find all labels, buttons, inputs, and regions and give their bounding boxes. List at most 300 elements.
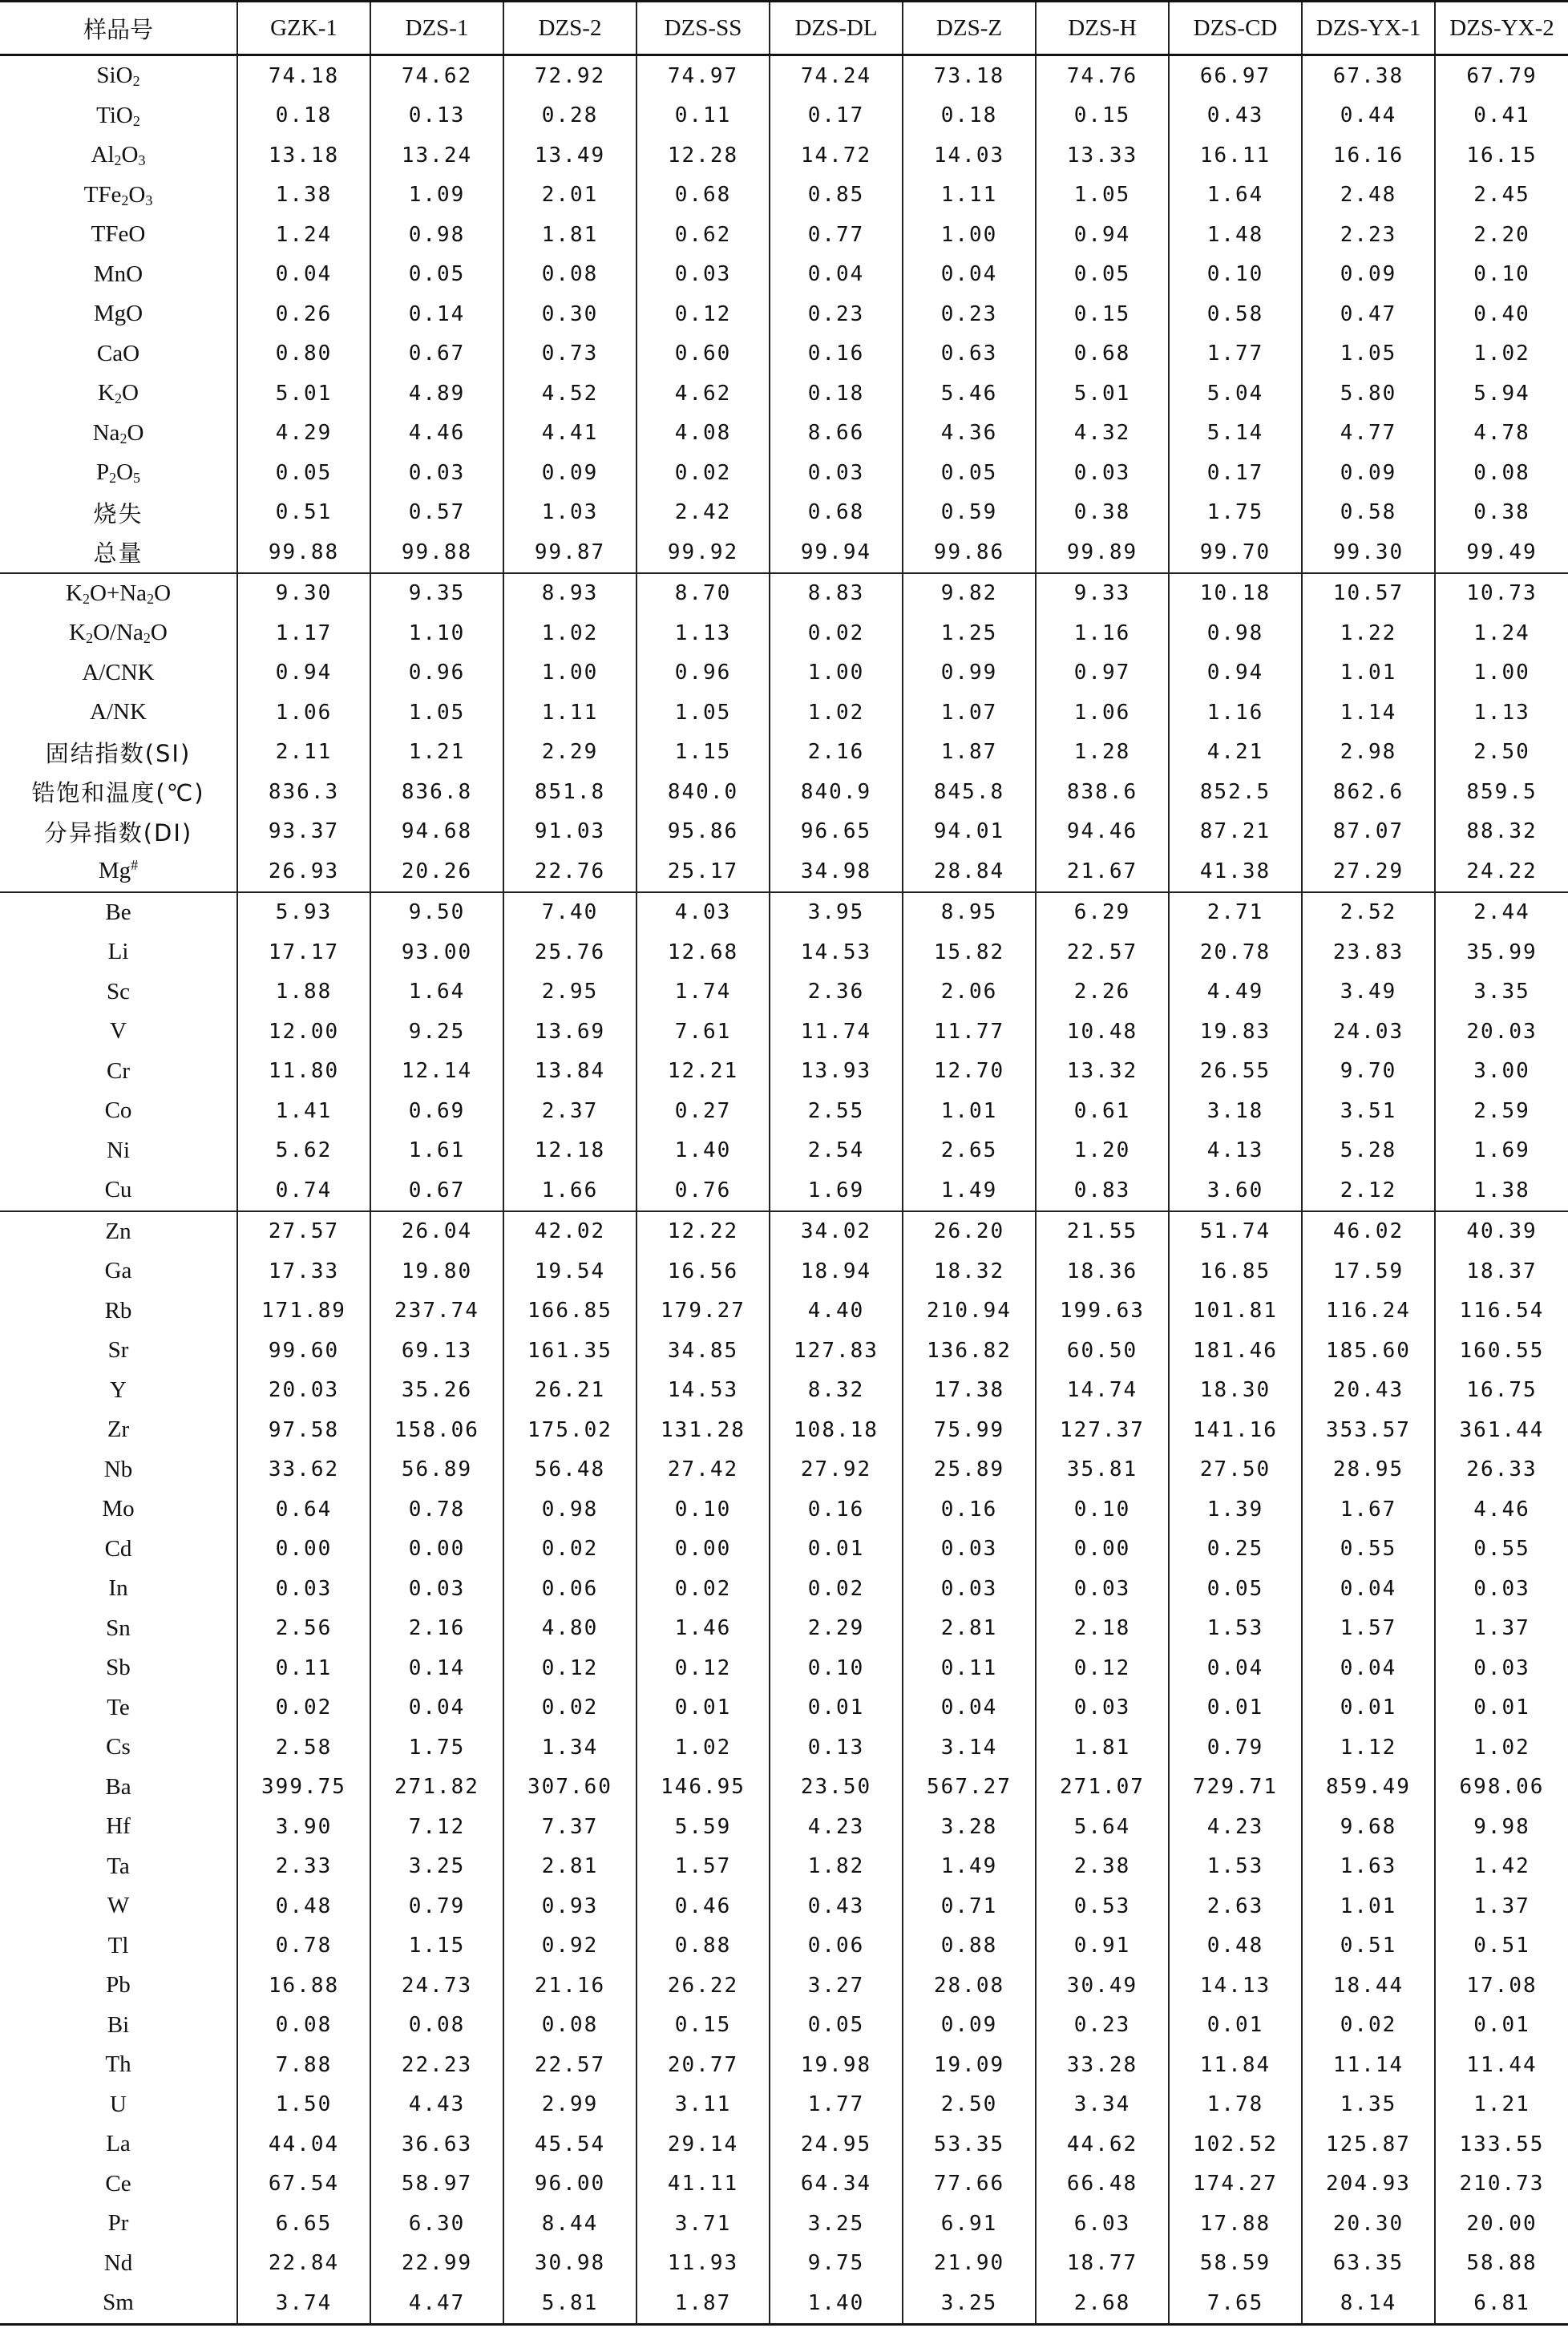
table-row bbox=[0, 1530, 1568, 1570]
row-label-part: Th bbox=[105, 2051, 131, 2078]
value-cell: 97.58 bbox=[237, 1410, 370, 1450]
value-cell: 26.20 bbox=[903, 1211, 1036, 1252]
value-cell: 4.46 bbox=[370, 414, 503, 454]
value-cell: 0.08 bbox=[370, 2006, 503, 2046]
table-row bbox=[0, 1012, 1568, 1052]
table-row bbox=[0, 1966, 1568, 2006]
value-cell: 23.83 bbox=[1302, 932, 1435, 972]
value-cell: 1.66 bbox=[503, 1170, 636, 1211]
row-label bbox=[0, 1807, 237, 1847]
value-cell: 0.00 bbox=[237, 1530, 370, 1570]
value-cell: 26.33 bbox=[1435, 1450, 1568, 1490]
row-label bbox=[0, 255, 237, 295]
value-cell: 26.93 bbox=[237, 851, 370, 892]
row-label-part: K bbox=[65, 580, 83, 606]
value-cell: 12.00 bbox=[237, 1012, 370, 1052]
value-cell: 3.95 bbox=[770, 892, 903, 933]
row-label-part: 3 bbox=[145, 192, 153, 208]
row-label bbox=[0, 1091, 237, 1131]
value-cell: 3.71 bbox=[636, 2204, 770, 2244]
value-cell: 0.03 bbox=[1036, 453, 1169, 493]
row-label-part: La bbox=[106, 2131, 131, 2157]
row-label-part: Cu bbox=[104, 1177, 132, 1203]
row-label-part: K bbox=[98, 380, 115, 406]
value-cell: 3.60 bbox=[1169, 1170, 1302, 1211]
value-cell: 0.15 bbox=[1036, 294, 1169, 334]
value-cell: 1.25 bbox=[903, 613, 1036, 653]
table-row bbox=[0, 96, 1568, 136]
value-cell: 0.68 bbox=[770, 493, 903, 533]
value-cell: 2.59 bbox=[1435, 1091, 1568, 1131]
row-label-part: 总量 bbox=[93, 540, 143, 568]
value-cell: 0.04 bbox=[1169, 1648, 1302, 1688]
table-header bbox=[0, 2, 1568, 55]
table-row bbox=[0, 414, 1568, 454]
value-cell: 836.3 bbox=[237, 772, 370, 812]
value-cell: 1.69 bbox=[770, 1170, 903, 1211]
value-cell: 0.01 bbox=[770, 1688, 903, 1728]
value-cell: 14.74 bbox=[1036, 1371, 1169, 1411]
value-cell: 1.01 bbox=[903, 1091, 1036, 1131]
table-row bbox=[0, 215, 1568, 255]
value-cell: 67.38 bbox=[1302, 55, 1435, 96]
row-label-part: 固结指数(SI) bbox=[45, 739, 192, 767]
value-cell: 3.90 bbox=[237, 1807, 370, 1847]
value-cell: 9.35 bbox=[370, 573, 503, 614]
value-cell: 95.86 bbox=[636, 812, 770, 852]
value-cell: 2.54 bbox=[770, 1131, 903, 1171]
value-cell: 4.21 bbox=[1169, 733, 1302, 773]
value-cell: 1.05 bbox=[1302, 334, 1435, 374]
value-cell: 93.37 bbox=[237, 812, 370, 852]
row-label-part: V bbox=[110, 1018, 127, 1045]
table-row bbox=[0, 1251, 1568, 1291]
value-cell: 852.5 bbox=[1169, 772, 1302, 812]
value-cell: 94.01 bbox=[903, 812, 1036, 852]
value-cell: 8.14 bbox=[1302, 2283, 1435, 2324]
value-cell: 58.97 bbox=[370, 2164, 503, 2205]
table-row bbox=[0, 135, 1568, 176]
value-cell: 96.00 bbox=[503, 2164, 636, 2205]
value-cell: 1.01 bbox=[1302, 1886, 1435, 1926]
value-cell: 1.10 bbox=[370, 613, 503, 653]
value-cell: 2.71 bbox=[1169, 892, 1302, 933]
value-cell: 0.68 bbox=[636, 176, 770, 216]
value-cell: 1.64 bbox=[1169, 176, 1302, 216]
value-cell: 19.98 bbox=[770, 2045, 903, 2085]
value-cell: 5.93 bbox=[237, 892, 370, 933]
value-cell: 99.92 bbox=[636, 532, 770, 573]
row-label-part: K bbox=[69, 620, 87, 646]
value-cell: 28.08 bbox=[903, 1966, 1036, 2006]
value-cell: 0.05 bbox=[903, 453, 1036, 493]
value-cell: 69.13 bbox=[370, 1331, 503, 1371]
value-cell: 30.98 bbox=[503, 2244, 636, 2284]
value-cell: 160.55 bbox=[1435, 1331, 1568, 1371]
value-cell: 0.25 bbox=[1169, 1530, 1302, 1570]
table-row bbox=[0, 453, 1568, 493]
value-cell: 67.79 bbox=[1435, 55, 1568, 96]
value-cell: 0.38 bbox=[1435, 493, 1568, 533]
table-row bbox=[0, 2164, 1568, 2205]
value-cell: 0.03 bbox=[1435, 1569, 1568, 1609]
table-row bbox=[0, 1609, 1568, 1649]
value-cell: 2.38 bbox=[1036, 1847, 1169, 1887]
value-cell: 1.57 bbox=[636, 1847, 770, 1887]
table-row bbox=[0, 176, 1568, 216]
row-label bbox=[0, 414, 237, 454]
value-cell: 2.12 bbox=[1302, 1170, 1435, 1211]
value-cell: 0.83 bbox=[1036, 1170, 1169, 1211]
value-cell: 10.73 bbox=[1435, 573, 1568, 614]
value-cell: 25.17 bbox=[636, 851, 770, 892]
row-label bbox=[0, 334, 237, 374]
table-row bbox=[0, 812, 1568, 852]
row-label bbox=[0, 96, 237, 136]
value-cell: 1.24 bbox=[1435, 613, 1568, 653]
value-cell: 0.04 bbox=[370, 1688, 503, 1728]
value-cell: 840.9 bbox=[770, 772, 903, 812]
value-cell: 141.16 bbox=[1169, 1410, 1302, 1450]
row-label-part: Al bbox=[91, 142, 115, 168]
value-cell: 101.81 bbox=[1169, 1291, 1302, 1332]
table-row bbox=[0, 1489, 1568, 1530]
value-cell: 1.37 bbox=[1435, 1886, 1568, 1926]
value-cell: 17.88 bbox=[1169, 2204, 1302, 2244]
value-cell: 851.8 bbox=[503, 772, 636, 812]
header-cell: DZS-YX-2 bbox=[1435, 2, 1568, 55]
table-row bbox=[0, 733, 1568, 773]
value-cell: 25.89 bbox=[903, 1450, 1036, 1490]
value-cell: 18.77 bbox=[1036, 2244, 1169, 2284]
value-cell: 7.40 bbox=[503, 892, 636, 933]
row-label-part: U bbox=[110, 2091, 127, 2117]
row-label-part: 烧失 bbox=[93, 499, 143, 527]
value-cell: 1.22 bbox=[1302, 613, 1435, 653]
value-cell: 7.37 bbox=[503, 1807, 636, 1847]
value-cell: 0.02 bbox=[770, 1569, 903, 1609]
row-label bbox=[0, 493, 237, 533]
row-label-part: Cr bbox=[107, 1057, 130, 1084]
value-cell: 73.18 bbox=[903, 55, 1036, 96]
value-cell: 1.38 bbox=[237, 176, 370, 216]
value-cell: 6.91 bbox=[903, 2204, 1036, 2244]
value-cell: 10.57 bbox=[1302, 573, 1435, 614]
value-cell: 0.05 bbox=[237, 453, 370, 493]
row-label-part: W bbox=[107, 1893, 130, 1919]
header-cell: DZS-H bbox=[1036, 2, 1169, 55]
value-cell: 0.08 bbox=[1435, 453, 1568, 493]
table-row bbox=[0, 532, 1568, 573]
value-cell: 0.04 bbox=[1302, 1569, 1435, 1609]
value-cell: 9.82 bbox=[903, 573, 1036, 614]
value-cell: 8.44 bbox=[503, 2204, 636, 2244]
value-cell: 28.95 bbox=[1302, 1450, 1435, 1490]
value-cell: 45.54 bbox=[503, 2124, 636, 2164]
table-row bbox=[0, 1569, 1568, 1609]
row-label-part: Ba bbox=[105, 1773, 131, 1800]
value-cell: 20.26 bbox=[370, 851, 503, 892]
value-cell: 4.49 bbox=[1169, 972, 1302, 1012]
row-label bbox=[0, 1211, 237, 1252]
value-cell: 1.40 bbox=[636, 1131, 770, 1171]
table-row bbox=[0, 1688, 1568, 1728]
value-cell: 18.44 bbox=[1302, 1966, 1435, 2006]
value-cell: 17.38 bbox=[903, 1371, 1036, 1411]
value-cell: 5.14 bbox=[1169, 414, 1302, 454]
value-cell: 2.68 bbox=[1036, 2283, 1169, 2324]
value-cell: 0.13 bbox=[770, 1728, 903, 1768]
table-row bbox=[0, 851, 1568, 892]
row-label bbox=[0, 1688, 237, 1728]
value-cell: 22.23 bbox=[370, 2045, 503, 2085]
value-cell: 1.34 bbox=[503, 1728, 636, 1768]
value-cell: 19.54 bbox=[503, 1251, 636, 1291]
value-cell: 0.03 bbox=[370, 1569, 503, 1609]
row-label-part: Ce bbox=[105, 2170, 131, 2197]
table-row bbox=[0, 1091, 1568, 1131]
value-cell: 2.01 bbox=[503, 176, 636, 216]
value-cell: 13.69 bbox=[503, 1012, 636, 1052]
value-cell: 2.50 bbox=[903, 2085, 1036, 2125]
value-cell: 19.09 bbox=[903, 2045, 1036, 2085]
value-cell: 14.03 bbox=[903, 135, 1036, 176]
table-row bbox=[0, 1371, 1568, 1411]
table-row bbox=[0, 1170, 1568, 1211]
value-cell: 2.29 bbox=[770, 1609, 903, 1649]
value-cell: 11.80 bbox=[237, 1052, 370, 1092]
value-cell: 6.65 bbox=[237, 2204, 370, 2244]
table-row bbox=[0, 2244, 1568, 2284]
table-row bbox=[0, 1847, 1568, 1887]
value-cell: 2.20 bbox=[1435, 215, 1568, 255]
value-cell: 5.04 bbox=[1169, 374, 1302, 414]
value-cell: 22.84 bbox=[237, 2244, 370, 2284]
value-cell: 0.46 bbox=[636, 1886, 770, 1926]
value-cell: 51.74 bbox=[1169, 1211, 1302, 1252]
table-row bbox=[0, 2045, 1568, 2085]
row-label-part: Pb bbox=[106, 1972, 131, 1999]
value-cell: 131.28 bbox=[636, 1410, 770, 1450]
row-label-part: O bbox=[127, 419, 144, 446]
value-cell: 0.58 bbox=[1169, 294, 1302, 334]
row-label-part: Te bbox=[107, 1694, 130, 1720]
row-label-part: 2 bbox=[143, 630, 151, 647]
table-row bbox=[0, 2124, 1568, 2164]
value-cell: 0.30 bbox=[503, 294, 636, 334]
header-cell: DZS-2 bbox=[503, 2, 636, 55]
value-cell: 5.64 bbox=[1036, 1807, 1169, 1847]
value-cell: 199.63 bbox=[1036, 1291, 1169, 1332]
table-row bbox=[0, 1926, 1568, 1966]
row-label-part: 分异指数(DI) bbox=[43, 818, 193, 847]
value-cell: 4.32 bbox=[1036, 414, 1169, 454]
value-cell: 91.03 bbox=[503, 812, 636, 852]
value-cell: 0.10 bbox=[770, 1648, 903, 1688]
value-cell: 0.14 bbox=[370, 1648, 503, 1688]
value-cell: 26.04 bbox=[370, 1211, 503, 1252]
value-cell: 74.24 bbox=[770, 55, 903, 96]
value-cell: 67.54 bbox=[237, 2164, 370, 2205]
value-cell: 127.83 bbox=[770, 1331, 903, 1371]
value-cell: 0.63 bbox=[903, 334, 1036, 374]
row-label bbox=[0, 733, 237, 773]
value-cell: 0.73 bbox=[503, 334, 636, 374]
row-label-part: TFeO bbox=[91, 221, 146, 248]
row-label bbox=[0, 453, 237, 493]
row-label bbox=[0, 1410, 237, 1450]
row-label-part: Sc bbox=[107, 978, 130, 1004]
row-label-part: Tl bbox=[107, 1932, 129, 1958]
value-cell: 0.12 bbox=[1036, 1648, 1169, 1688]
value-cell: 0.09 bbox=[1302, 255, 1435, 295]
value-cell: 14.72 bbox=[770, 135, 903, 176]
header-cell-sample: 样品号 bbox=[0, 2, 237, 55]
value-cell: 1.81 bbox=[1036, 1728, 1169, 1768]
value-cell: 1.21 bbox=[370, 733, 503, 773]
value-cell: 74.76 bbox=[1036, 55, 1169, 96]
row-label-part: 2 bbox=[115, 390, 122, 407]
value-cell: 2.58 bbox=[237, 1728, 370, 1768]
value-cell: 22.57 bbox=[503, 2045, 636, 2085]
value-cell: 0.00 bbox=[370, 1530, 503, 1570]
value-cell: 41.38 bbox=[1169, 851, 1302, 892]
value-cell: 5.01 bbox=[1036, 374, 1169, 414]
value-cell: 3.51 bbox=[1302, 1091, 1435, 1131]
value-cell: 12.68 bbox=[636, 932, 770, 972]
value-cell: 56.89 bbox=[370, 1450, 503, 1490]
value-cell: 0.47 bbox=[1302, 294, 1435, 334]
value-cell: 1.24 bbox=[237, 215, 370, 255]
value-cell: 3.49 bbox=[1302, 972, 1435, 1012]
value-cell: 2.81 bbox=[503, 1847, 636, 1887]
row-label-part: Sm bbox=[103, 2290, 134, 2316]
value-cell: 0.98 bbox=[370, 215, 503, 255]
table-row bbox=[0, 653, 1568, 693]
value-cell: 0.09 bbox=[903, 2006, 1036, 2046]
value-cell: 0.88 bbox=[903, 1926, 1036, 1966]
value-cell: 16.75 bbox=[1435, 1371, 1568, 1411]
value-cell: 42.02 bbox=[503, 1211, 636, 1252]
value-cell: 0.03 bbox=[370, 453, 503, 493]
value-cell: 8.83 bbox=[770, 573, 903, 614]
row-label bbox=[0, 1371, 237, 1411]
value-cell: 11.74 bbox=[770, 1012, 903, 1052]
value-cell: 698.06 bbox=[1435, 1768, 1568, 1808]
value-cell: 0.02 bbox=[770, 613, 903, 653]
value-cell: 3.25 bbox=[903, 2283, 1036, 2324]
value-cell: 125.87 bbox=[1302, 2124, 1435, 2164]
row-label bbox=[0, 1530, 237, 1570]
value-cell: 5.62 bbox=[237, 1131, 370, 1171]
value-cell: 17.33 bbox=[237, 1251, 370, 1291]
value-cell: 4.47 bbox=[370, 2283, 503, 2324]
value-cell: 1.40 bbox=[770, 2283, 903, 2324]
value-cell: 21.55 bbox=[1036, 1211, 1169, 1252]
value-cell: 102.52 bbox=[1169, 2124, 1302, 2164]
value-cell: 12.70 bbox=[903, 1052, 1036, 1092]
value-cell: 0.98 bbox=[1169, 613, 1302, 653]
value-cell: 13.24 bbox=[370, 135, 503, 176]
value-cell: 2.18 bbox=[1036, 1609, 1169, 1649]
value-cell: 1.09 bbox=[370, 176, 503, 216]
row-label-part: 锆饱和温度(℃) bbox=[31, 779, 205, 807]
table-row bbox=[0, 255, 1568, 295]
value-cell: 0.99 bbox=[903, 653, 1036, 693]
table-row bbox=[0, 1886, 1568, 1926]
value-cell: 9.25 bbox=[370, 1012, 503, 1052]
row-label bbox=[0, 1012, 237, 1052]
value-cell: 210.73 bbox=[1435, 2164, 1568, 2205]
row-label-part: TFe bbox=[83, 181, 122, 208]
value-cell: 9.50 bbox=[370, 892, 503, 933]
value-cell: 2.23 bbox=[1302, 215, 1435, 255]
value-cell: 0.18 bbox=[903, 96, 1036, 136]
value-cell: 0.01 bbox=[1435, 2006, 1568, 2046]
value-cell: 0.28 bbox=[503, 96, 636, 136]
value-cell: 9.98 bbox=[1435, 1807, 1568, 1847]
row-label bbox=[0, 1847, 237, 1887]
value-cell: 9.30 bbox=[237, 573, 370, 614]
value-cell: 16.16 bbox=[1302, 135, 1435, 176]
value-cell: 0.03 bbox=[770, 453, 903, 493]
value-cell: 99.60 bbox=[237, 1331, 370, 1371]
value-cell: 34.02 bbox=[770, 1211, 903, 1252]
row-label bbox=[0, 1926, 237, 1966]
value-cell: 271.82 bbox=[370, 1768, 503, 1808]
value-cell: 1.46 bbox=[636, 1609, 770, 1649]
value-cell: 307.60 bbox=[503, 1768, 636, 1808]
value-cell: 1.00 bbox=[770, 653, 903, 693]
value-cell: 175.02 bbox=[503, 1410, 636, 1450]
value-cell: 16.11 bbox=[1169, 135, 1302, 176]
value-cell: 35.26 bbox=[370, 1371, 503, 1411]
value-cell: 4.46 bbox=[1435, 1489, 1568, 1530]
value-cell: 1.75 bbox=[370, 1728, 503, 1768]
value-cell: 0.15 bbox=[1036, 96, 1169, 136]
value-cell: 27.50 bbox=[1169, 1450, 1302, 1490]
value-cell: 66.97 bbox=[1169, 55, 1302, 96]
value-cell: 58.88 bbox=[1435, 2244, 1568, 2284]
value-cell: 5.80 bbox=[1302, 374, 1435, 414]
row-label bbox=[0, 215, 237, 255]
row-label-part: CaO bbox=[96, 340, 140, 366]
row-label-part: Sn bbox=[106, 1615, 131, 1641]
value-cell: 2.37 bbox=[503, 1091, 636, 1131]
value-cell: 0.01 bbox=[770, 1530, 903, 1570]
value-cell: 2.11 bbox=[237, 733, 370, 773]
value-cell: 0.01 bbox=[1169, 1688, 1302, 1728]
row-label bbox=[0, 932, 237, 972]
row-label-part: Cs bbox=[106, 1734, 131, 1760]
value-cell: 361.44 bbox=[1435, 1410, 1568, 1450]
value-cell: 0.71 bbox=[903, 1886, 1036, 1926]
table-row bbox=[0, 55, 1568, 96]
value-cell: 1.63 bbox=[1302, 1847, 1435, 1887]
table-row bbox=[0, 1807, 1568, 1847]
value-cell: 0.78 bbox=[237, 1926, 370, 1966]
value-cell: 33.28 bbox=[1036, 2045, 1169, 2085]
value-cell: 3.25 bbox=[770, 2204, 903, 2244]
value-cell: 1.00 bbox=[1435, 653, 1568, 693]
value-cell: 11.84 bbox=[1169, 2045, 1302, 2085]
value-cell: 99.49 bbox=[1435, 532, 1568, 573]
value-cell: 3.28 bbox=[903, 1807, 1036, 1847]
value-cell: 64.34 bbox=[770, 2164, 903, 2205]
row-label bbox=[0, 1170, 237, 1211]
value-cell: 2.45 bbox=[1435, 176, 1568, 216]
value-cell: 4.03 bbox=[636, 892, 770, 933]
